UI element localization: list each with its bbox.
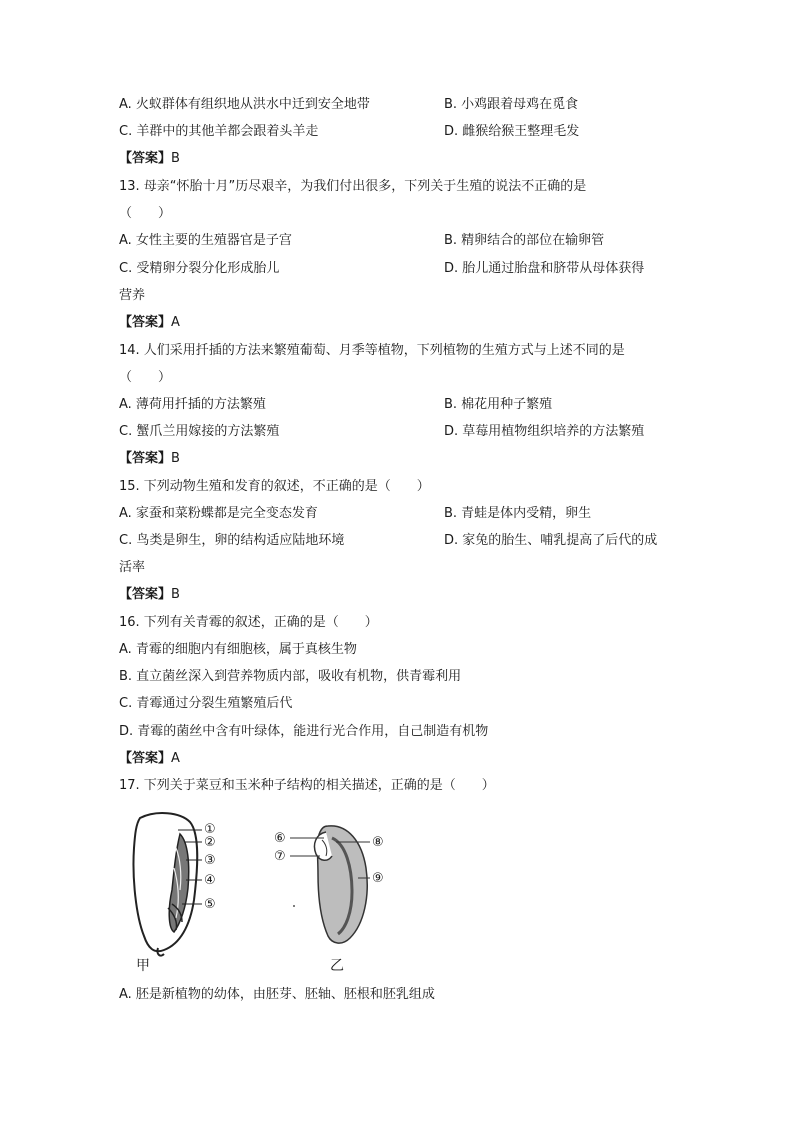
answer-label: 【答案】 — [119, 587, 172, 602]
q12-option-c: C. 羊群中的其他羊都会跟着头羊走 — [119, 124, 319, 139]
label-4: ④ — [204, 873, 216, 888]
answer-value: A — [171, 315, 180, 330]
answer-label: 【答案】 — [119, 451, 172, 466]
label-3: ③ — [204, 853, 216, 868]
q16-answer — [119, 749, 180, 769]
q15-answer — [119, 585, 180, 605]
q15-option-d: D. 家兔的胎生、哺乳提高了后代的成 — [444, 533, 658, 548]
q16-option-b: B. 直立菌丝深入到营养物质内部，吸收有机物，供青霉利用 — [119, 669, 462, 684]
q13-option-d: D. 胎儿通过胎盘和脐带从母体获得 — [444, 261, 645, 276]
figure-jia-caption: 甲 — [136, 958, 150, 974]
q12-option-b: B. 小鸡跟着母鸡在觅食 — [444, 97, 579, 112]
q13-stem: 13. 母亲“怀胎十月”历尽艰辛，为我们付出很多，下列关于生殖的说法不正确的是 — [119, 179, 587, 194]
label-6: ⑥ — [274, 831, 286, 846]
q14-option-c: C. 蟹爪兰用嫁接的方法繁殖 — [119, 424, 280, 439]
label-8: ⑧ — [372, 835, 384, 850]
answer-label: 【答案】 — [119, 151, 172, 166]
q14-option-d: D. 草莓用植物组织培养的方法繁殖 — [444, 424, 645, 439]
q14-option-b: B. 棉花用种子繁殖 — [444, 397, 553, 412]
q17-stem: 17. 下列关于菜豆和玉米种子结构的相关描述，正确的是（ ） — [119, 778, 495, 793]
q13-option-c: C. 受精卵分裂分化形成胎儿 — [119, 261, 280, 276]
label-7: ⑦ — [274, 849, 286, 864]
q14-stem: 14. 人们采用扦插的方法来繁殖葡萄、月季等植物，下列植物的生殖方式与上述不同的是 — [119, 343, 625, 358]
figure-yi-caption: 乙 — [330, 958, 344, 974]
q15-stem: 15. 下列动物生殖和发育的叙述，不正确的是（ ） — [119, 479, 430, 494]
q12-answer — [119, 149, 180, 169]
q16-stem: 16. 下列有关青霉的叙述，正确的是（ ） — [119, 615, 378, 630]
answer-value: B — [171, 451, 180, 466]
answer-label: 【答案】 — [119, 315, 172, 330]
answer-value: A — [171, 751, 180, 766]
answer-label: 【答案】 — [119, 751, 172, 766]
q14-option-a: A. 薄荷用扦插的方法繁殖 — [119, 397, 266, 412]
q16-option-c: C. 青霉通过分裂生殖繁殖后代 — [119, 696, 293, 711]
q14-answer — [119, 449, 180, 469]
label-9: ⑨ — [372, 871, 384, 886]
q13-paren: （ ） — [119, 206, 172, 221]
q15-option-d-continued: 活率 — [119, 560, 146, 575]
q13-option-d-continued: 营养 — [119, 288, 146, 303]
answer-value: B — [171, 587, 180, 602]
q16-option-a: A. 青霉的细胞内有细胞核，属于真核生物 — [119, 642, 357, 657]
label-2: ② — [204, 835, 216, 850]
q13-option-a: A. 女性主要的生殖器官是子宫 — [119, 233, 292, 248]
q13-answer — [119, 313, 180, 333]
q14-paren: （ ） — [119, 370, 172, 385]
answer-value: B — [171, 151, 180, 166]
q12-option-a: A. 火蚁群体有组织地从洪水中迁到安全地带 — [119, 97, 370, 112]
q17-option-a: A. 胚是新植物的幼体，由胚芽、胚轴、胚根和胚乳组成 — [119, 987, 435, 1002]
q12-option-d: D. 雌猴给猴王整理毛发 — [444, 124, 580, 139]
q15-option-a: A. 家蚕和菜粉蝶都是完全变态发育 — [119, 506, 318, 521]
label-1: ① — [204, 822, 216, 837]
q16-option-d: D. 青霉的菌丝中含有叶绿体，能进行光合作用，自己制造有机物 — [119, 724, 489, 739]
label-5: ⑤ — [204, 897, 216, 912]
q15-option-b: B. 青蛙是体内受精，卵生 — [444, 506, 592, 521]
q15-option-c: C. 鸟类是卵生，卵的结构适应陆地环境 — [119, 533, 345, 548]
q13-option-b: B. 精卵结合的部位在输卵管 — [444, 233, 605, 248]
